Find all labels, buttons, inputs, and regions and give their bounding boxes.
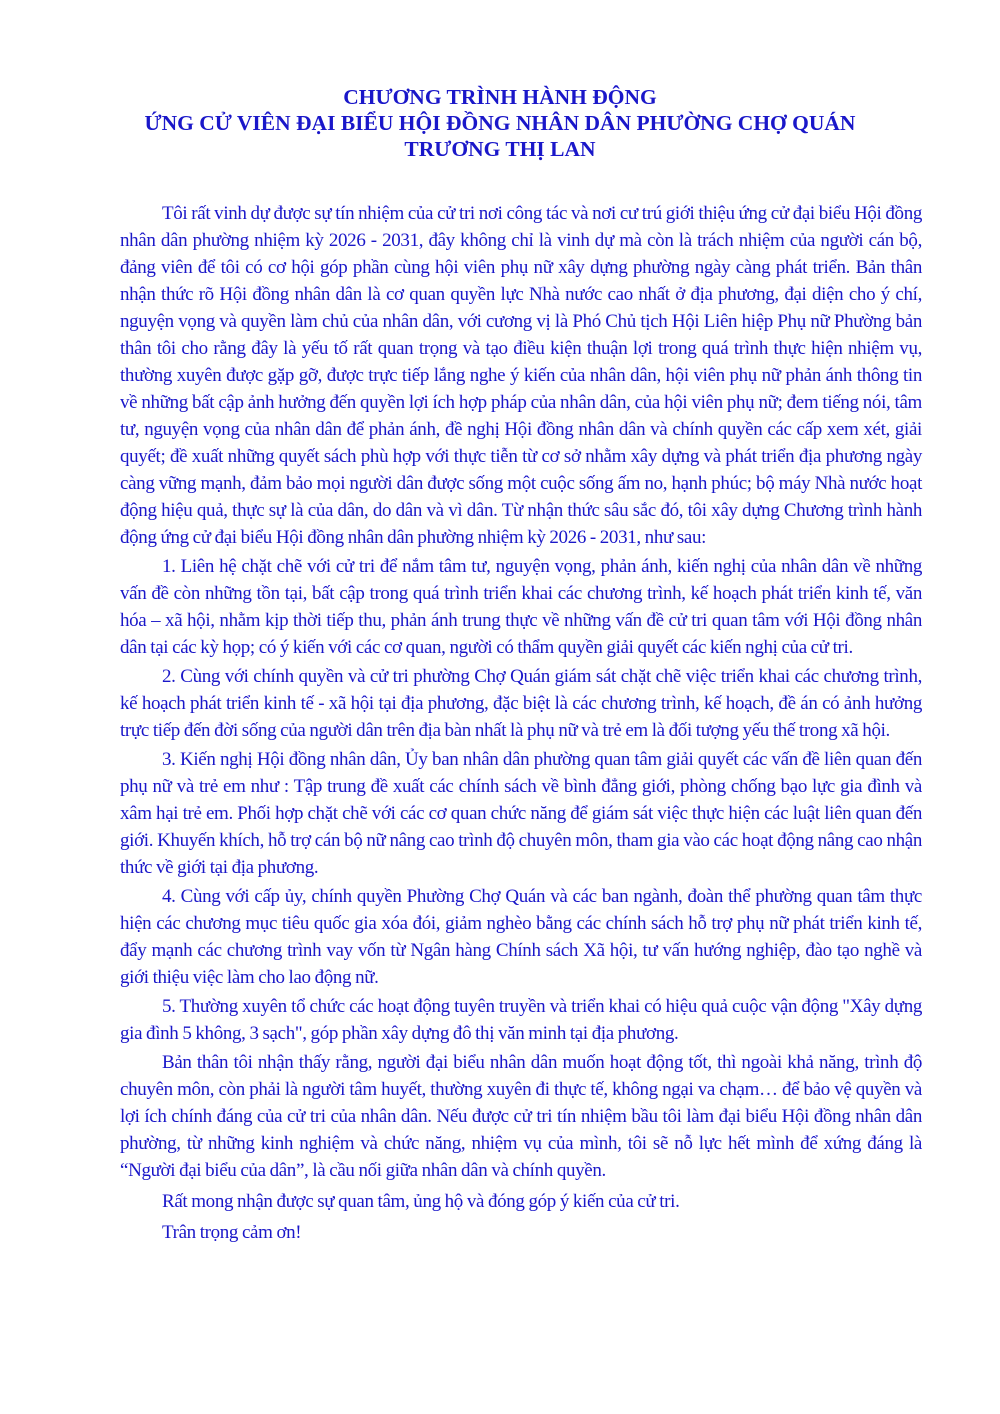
title-line-2: ỨNG CỬ VIÊN ĐẠI BIỂU HỘI ĐỒNG NHÂN DÂN PHƯỜNG CHỢ QUÁN bbox=[144, 111, 856, 135]
conclusion-paragraph: Bản thân tôi nhận thấy rằng, người đại biểu nhân dân muốn hoạt động tốt, thì ngoài khả năng, trình độ chuyên môn, còn phải là người tâm huyết, thường xuyên đi thực tế, không ngại va chạm… để bảo vệ quyền và lợi ích chính đáng của cử tri của nhân dân. Nếu được cử tri tín nhiệm bầu tôi làm đại biểu Hội đồng nhân dân phường, từ những kinh nghiệm và chức năng, nhiệm vụ của mình, tôi sẽ nỗ lực hết mình để xứng đáng là “Người đại biểu của dân”, là cầu nối giữa nhân dân và chính quyền. bbox=[120, 1052, 922, 1181]
thanks-line: Trân trọng cảm ơn! bbox=[162, 1222, 302, 1243]
document-body bbox=[120, 200, 922, 1246]
action-item-2: 2. Cùng với chính quyền và cử tri phường Chợ Quán giám sát chặt chẽ việc triển khai các chương trình, kế hoạch phát triển kinh tế - xã hội tại địa phương, đặc biệt là các chương trình, kế hoạch, đề án có ảnh hưởng trực tiếp đến đời sống của người dân trên địa bàn nhất là phụ nữ và trẻ em là đối tượng yếu thế trong xã hội. bbox=[120, 666, 922, 741]
action-item-4: 4. Cùng với cấp ủy, chính quyền Phường Chợ Quán và các ban ngành, đoàn thể phường quan tâm thực hiện các chương mục tiêu quốc gia xóa đói, giảm nghèo bằng các chính sách hỗ trợ phụ nữ phát triển kinh tế, đẩy mạnh các chương trình vay vốn từ Ngân hàng Chính sách Xã hội, tư vấn hướng nghiệp, đào tạo nghề và giới thiệu việc làm cho lao động nữ. bbox=[120, 886, 922, 988]
action-item-3: 3. Kiến nghị Hội đồng nhân dân, Ủy ban nhân dân phường quan tâm giải quyết các vấn đề liên quan đến phụ nữ và trẻ em như : Tập trung đề xuất các chính sách về bình đẳng giới, phòng chống bạo lực gia đình và xâm hại trẻ em. Phối hợp chặt chẽ với các cơ quan chức năng để giám sát việc thực hiện các luật liên quan đến giới. Khuyến khích, hỗ trợ cán bộ nữ nâng cao trình độ chuyên môn, tham gia vào các hoạt động nâng cao nhận thức về giới tại địa phương. bbox=[120, 749, 922, 878]
action-item-1: 1. Liên hệ chặt chẽ với cử tri để nắm tâm tư, nguyện vọng, phản ánh, kiến nghị của nhân dân về những vấn đề còn những tồn tại, bất cập trong quá trình triển khai các chương trình, kế hoạch phát triển kinh tế, văn hóa – xã hội, nhằm kịp thời tiếp thu, phản ánh trung thực về những vấn đề cử tri quan tâm với Hội đồng nhân dân tại các kỳ họp; có ý kiến với các cơ quan, người có thẩm quyền giải quyết các kiến nghị của cử tri. bbox=[120, 556, 922, 658]
intro-paragraph: Tôi rất vinh dự được sự tín nhiệm của cử tri nơi công tác và nơi cư trú giới thiệu ứng cử đại biểu Hội đồng nhân dân phường nhiệm kỳ 2026 - 2031, đây không chỉ là vinh dự mà còn là trách nhiệm của người cán bộ, đảng viên để tôi có cơ hội góp phần cùng hội viên phụ nữ xây dựng phường ngày càng phát triển. Bản thân nhận thức rõ Hội đồng nhân dân là cơ quan quyền lực Nhà nước cao nhất ở địa phương, đại diện cho ý chí, nguyện vọng và quyền làm chủ của nhân dân, với cương vị là Phó Chủ tịch Hội Liên hiệp Phụ nữ Phường bản thân tôi cho rằng đây là yếu tố rất quan trọng và tạo điều kiện thuận lợi trong quá trình thực hiện nhiệm vụ, thường xuyên được gặp gỡ, được trực tiếp lắng nghe ý kiến của nhân dân, hội viên phụ nữ phản ánh thông tin về những bất cập ảnh hưởng đến quyền lợi ích hợp pháp của nhân dân, của hội viên phụ nữ; đem tiếng nói, tâm tư, nguyện vọng của nhân dân để phản ánh, đề nghị Hội đồng nhân dân và chính quyền các cấp xem xét, giải quyết; đề xuất những quyết sách phù hợp với thực tiễn từ cơ sở nhằm xây dựng và phát triển địa phương ngày càng vững mạnh, đảm bảo mọi người dân được sống một cuộc sống ấm no, hạnh phúc; bộ máy Nhà nước hoạt động hiệu quả, thực sự là của dân, do dân và vì dân. Từ nhận thức sâu sắc đó, tôi xây dựng Chương trình hành động ứng cử đại biểu Hội đồng nhân dân phường nhiệm kỳ 2026 - 2031, như sau: bbox=[120, 203, 922, 548]
request-paragraph: Rất mong nhận được sự quan tâm, ủng hộ và đóng góp ý kiến của cử tri. bbox=[162, 1191, 680, 1212]
candidate-name: TRƯƠNG THỊ LAN bbox=[404, 137, 596, 161]
document-header bbox=[80, 84, 920, 162]
title-line-1: CHƯƠNG TRÌNH HÀNH ĐỘNG bbox=[343, 85, 657, 109]
action-item-5: 5. Thường xuyên tổ chức các hoạt động tuyên truyền và triển khai có hiệu quả cuộc vận động "Xây dựng gia đình 5 không, 3 sạch", góp phần xây dựng đô thị văn minh tại địa phương. bbox=[120, 996, 922, 1044]
